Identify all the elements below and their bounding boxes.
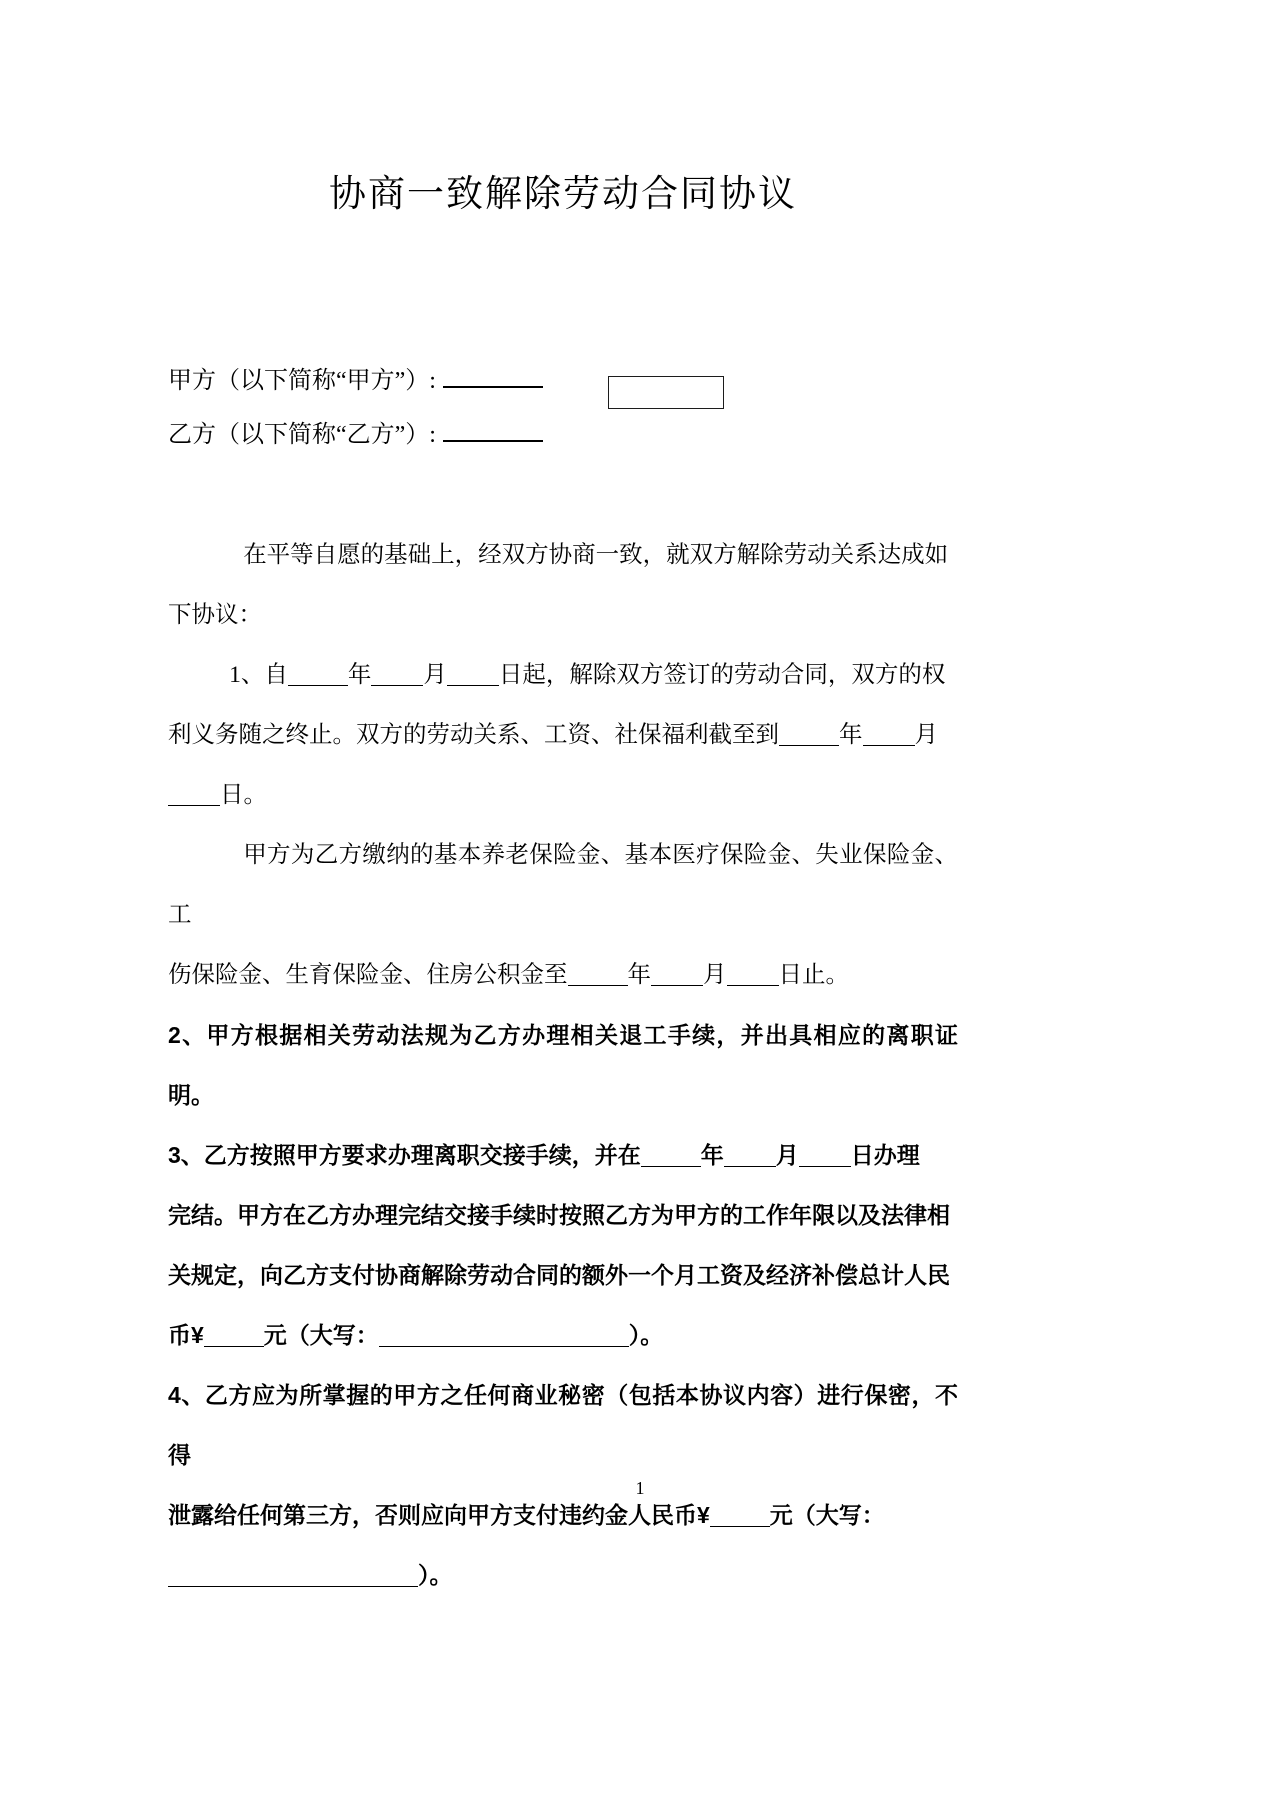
clause-1-text-e: 利义务随之终止。双方的劳动关系、工资、社保福利截至到 [168, 722, 779, 748]
clause-4-line-1 [168, 1365, 958, 1485]
clause-insurance-text-c: 年 [627, 962, 651, 988]
party-a-label: 甲方（以下简称“甲方”）: [168, 368, 436, 394]
clause-3-text-g: 币¥ [168, 1322, 204, 1348]
clause-3-text-b: 年 [700, 1142, 724, 1168]
clause-3-text-d: 日办理 [850, 1142, 920, 1168]
party-b-text-box[interactable] [608, 376, 724, 409]
clause-3-month-blank[interactable] [724, 1143, 776, 1167]
page-number: 1 [635, 1478, 645, 1498]
preamble-paragraph [168, 525, 958, 585]
clause-3-line-4 [168, 1305, 958, 1365]
clause-1-end-month-blank[interactable] [863, 722, 915, 747]
preamble-paragraph-cont [168, 585, 958, 645]
party-b-line [168, 408, 958, 462]
clause-insurance-text-d: 月 [703, 962, 727, 988]
clause-3-amount-words-blank[interactable] [379, 1323, 629, 1347]
clause-1-end-day-blank[interactable] [168, 782, 220, 807]
clause-3-amount-blank[interactable] [204, 1323, 264, 1347]
clause-1-text-h: 日。 [220, 782, 267, 808]
clause-3-text-f: 关规定，向乙方支付协商解除劳动合同的额外一个月工资及经济补偿总计人民 [168, 1262, 950, 1288]
clause-3-line-2 [168, 1185, 958, 1245]
clause-4-line-3 [168, 1545, 958, 1605]
clause-insurance-line-1 [168, 825, 958, 945]
clause-insurance-text-b: 伤保险金、生育保险金、住房公积金至 [168, 962, 568, 988]
preamble-line-1: 在平等自愿的基础上，经双方协商一致，就双方解除劳动关系达成如 [243, 542, 949, 568]
clause-insurance-line-2 [168, 945, 958, 1005]
clause-2-text: 2、甲方根据相关劳动法规为乙方办理相关退工手续，并出具相应的离职证明。 [168, 1022, 958, 1108]
clause-2 [168, 1005, 958, 1125]
clause-3-text-c: 月 [775, 1142, 799, 1168]
clause-3-text-h: 元（大写： [263, 1322, 379, 1348]
clause-1-line-1 [168, 645, 958, 705]
clause-4-penalty-words-blank[interactable] [168, 1563, 418, 1587]
preamble-line-2: 下协议： [168, 602, 262, 628]
clause-insurance-text-a: 甲方为乙方缴纳的基本养老保险金、基本医疗保险金、失业保险金、工 [168, 842, 958, 928]
clause-1-text-b: 年 [347, 662, 372, 688]
clause-1-month-blank[interactable] [371, 662, 423, 687]
clause-3-line-1 [168, 1125, 958, 1185]
clause-1-text-f: 年 [839, 722, 863, 748]
clause-4-text-d: ）。 [418, 1562, 453, 1588]
clause-1-text-g: 月 [914, 722, 938, 748]
clause-3-text-e: 完结。甲方在乙方办理完结交接手续时按照乙方为甲方的工作年限以及法律相 [168, 1202, 950, 1228]
clause-4-text-c: 元（大写： [769, 1502, 885, 1528]
party-block [168, 354, 958, 462]
clause-1-year-blank[interactable] [288, 662, 348, 687]
clause-4-penalty-blank[interactable] [710, 1503, 770, 1527]
clause-3-line-3 [168, 1245, 958, 1305]
clause-1-text-d: 日起，解除双方签订的劳动合同，双方的权 [498, 662, 946, 688]
clause-3-text-i: ）。 [628, 1322, 664, 1348]
party-b-input[interactable] [443, 415, 543, 442]
clause-1-day-blank[interactable] [447, 662, 499, 687]
clause-insurance-year-blank[interactable] [568, 962, 628, 987]
clause-insurance-text-e: 日止。 [778, 962, 849, 988]
party-a-line [168, 354, 958, 408]
party-b-label: 乙方（以下简称“乙方”）: [168, 422, 436, 448]
clause-3-day-blank[interactable] [799, 1143, 851, 1167]
document-body [168, 525, 958, 1605]
clause-4-text-a: 4、乙方应为所掌握的甲方之任何商业秘密（包括本协议内容）进行保密，不得 [168, 1382, 958, 1468]
clause-1-text-c: 月 [423, 662, 447, 688]
party-a-input[interactable] [443, 361, 543, 388]
clause-insurance-month-blank[interactable] [651, 962, 703, 987]
clause-1-line-2 [168, 705, 958, 765]
clause-1-text-a: 1、自 [229, 662, 288, 688]
clause-3-text-a: 3、乙方按照甲方要求办理离职交接手续，并在 [168, 1142, 641, 1168]
page-title: 协商一致解除劳动合同协议 [329, 172, 797, 214]
clause-insurance-day-blank[interactable] [727, 962, 779, 987]
clause-1-line-3 [168, 765, 958, 825]
clause-1-end-year-blank[interactable] [779, 722, 839, 747]
clause-3-year-blank[interactable] [641, 1143, 701, 1167]
clause-4-text-b: 泄露给任何第三方，否则应向甲方支付违约金人民币¥ [168, 1502, 710, 1528]
